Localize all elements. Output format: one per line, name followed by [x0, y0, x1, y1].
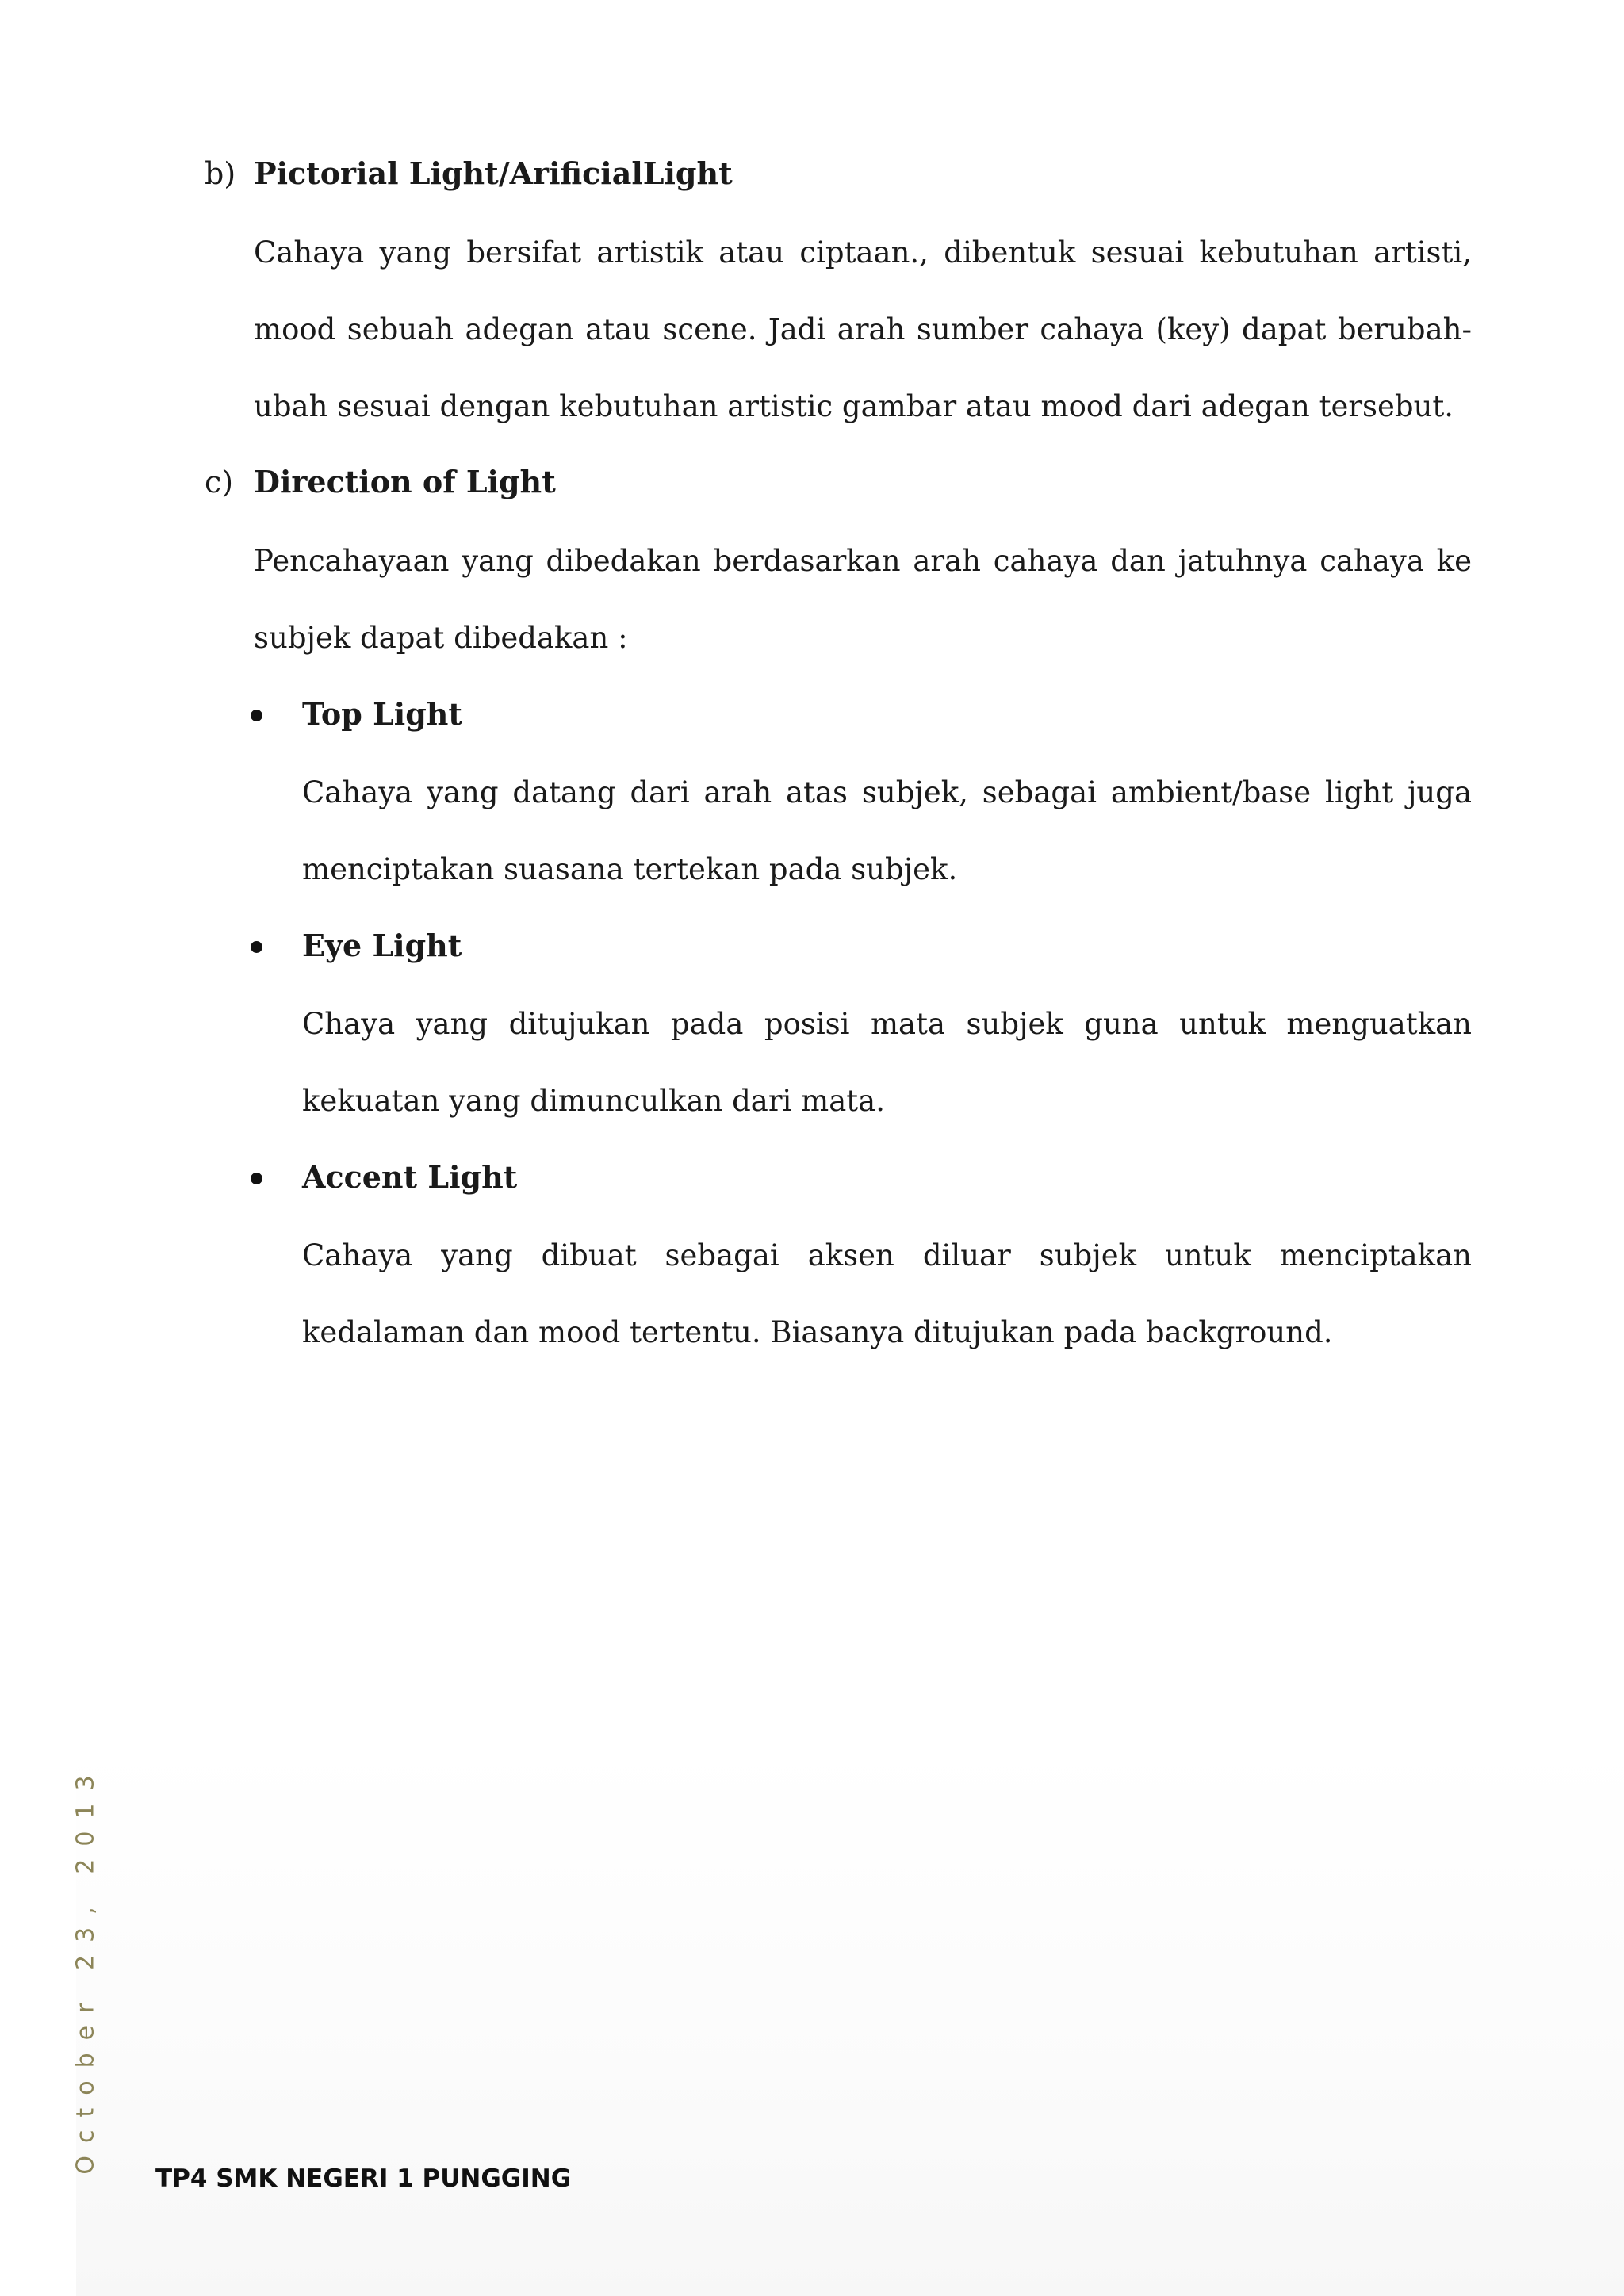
section-c-title: Direction of Light [254, 464, 556, 499]
bullet-label: Accent Light [302, 1159, 518, 1195]
section-b-paragraph: Cahaya yang bersifat artistik atau ciptaan., dibentuk sesuai kebutuhan artisti, mood sebuah adegan atau scene. Jadi arah sumber cahaya (key) dapat berubah-ubah sesuai dengan kebutuhan artistic gambar atau mood dari adegan tersebut. [254, 235, 1472, 423]
bullet-text-top-light: Cahaya yang datang dari arah atas subjek, sebagai ambient/base light juga menciptakan suasana tertekan pada subjek. [302, 775, 1472, 886]
section-b-title: Pictorial Light/ArificialLight [254, 155, 733, 191]
bullet-dot [251, 1173, 262, 1184]
section-c-paragraph: Pencahayaan yang dibedakan berdasarkan arah cahaya dan jatuhnya cahaya ke subjek dapat dibedakan : [254, 544, 1472, 655]
bullet-dot [251, 710, 262, 721]
page-bottom-shade [76, 1744, 1624, 2296]
side-date [62, 1762, 109, 2175]
section-c-marker: c) [205, 465, 234, 499]
section-b-marker: b) [205, 156, 236, 191]
bullet-label: Top Light [302, 696, 462, 732]
bullet-text-accent-light: Cahaya yang dibuat sebagai aksen diluar subjek untuk menciptakan kedalaman dan mood tertentu. Biasanya ditujukan pada background. [302, 1238, 1472, 1349]
bullet-dot [251, 941, 262, 953]
bullet-label: Eye Light [302, 928, 462, 963]
bullet-text-eye-light: Chaya yang ditujukan pada posisi mata subjek guna untuk menguatkan kekuatan yang dimunculkan dari mata. [302, 1007, 1472, 1118]
page-footer: TP4 SMK NEGERI 1 PUNGGING [155, 2164, 572, 2193]
side-date-text: October 23, 2013 [71, 1762, 100, 2175]
